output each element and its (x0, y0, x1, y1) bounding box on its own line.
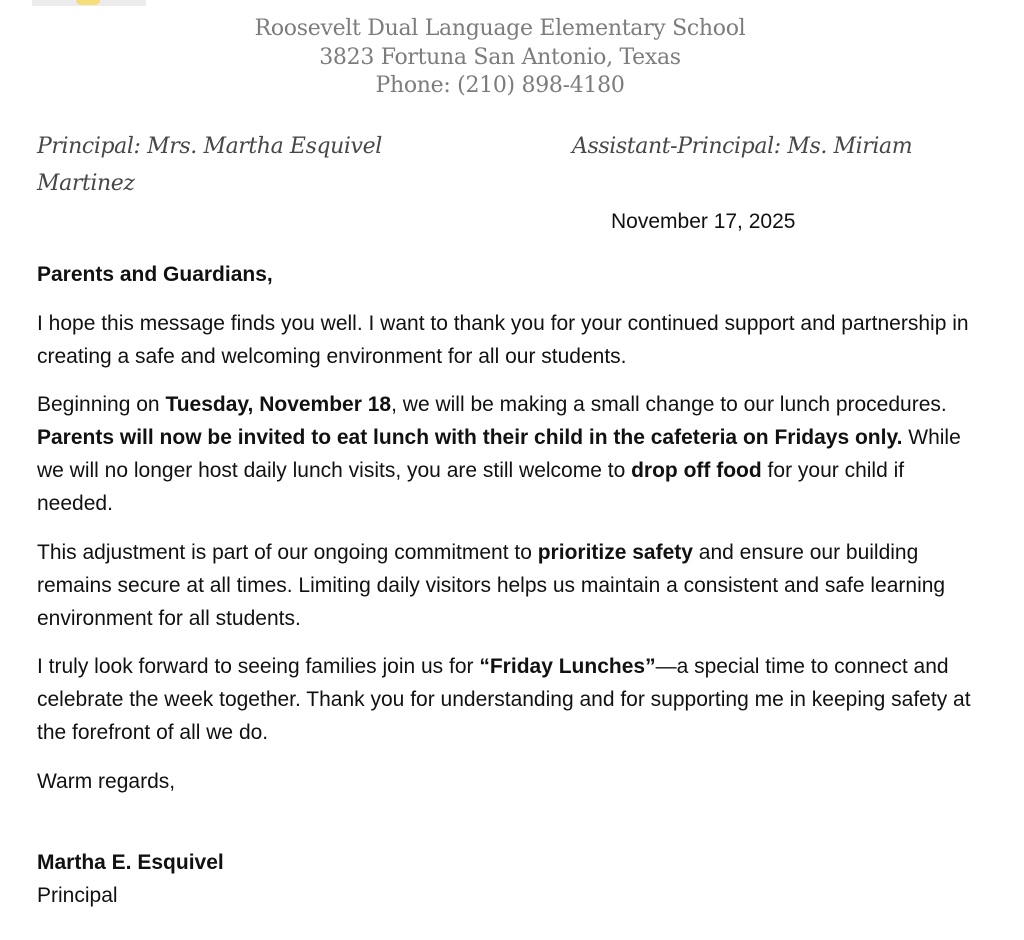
p3-text-c: and ensure our building remains secure at all times. Limiting daily visitors helps us maintain a consistent and safe learning environment for all students. (37, 540, 946, 630)
logo-emblem (76, 0, 100, 5)
school-name: Roosevelt Dual Language Elementary School (254, 16, 746, 41)
closing: Warm regards, (37, 769, 176, 793)
p2-fridays-bold: Parents will now be invited to eat lunch with their child in the cafeteria on Fridays only. (37, 426, 903, 449)
p2-text-c: , we will be making a small change to our lunch procedures. (391, 393, 947, 416)
assistant-principal-name: Assistant-Principal: Ms. Miriam (572, 134, 913, 159)
paragraph-1: I hope this message finds you well. I want to thank you for your continued support and partnership in creating a safe and welcoming environment for all our students. (37, 311, 969, 368)
p2-date-bold: Tuesday, November 18 (165, 393, 392, 416)
paragraph-4 (37, 650, 972, 749)
p2-drop-off-bold: drop off food (631, 459, 762, 482)
p4-text-a: I truly look forward to seeing families join us for (37, 655, 480, 678)
principal-name-continued: Martinez (37, 171, 135, 196)
signature-title: Principal (37, 883, 118, 907)
salutation: Parents and Guardians, (37, 263, 273, 286)
paragraph-3 (37, 536, 972, 635)
school-phone: Phone: (210) 898-4180 (375, 73, 625, 98)
p3-text-a: This adjustment is part of our ongoing commitment to (37, 540, 538, 564)
p4-friday-lunches-bold: “Friday Lunches” (479, 655, 656, 678)
p2-text-g: for your child if needed. (37, 459, 905, 515)
p3-safety-bold: prioritize safety (537, 540, 693, 564)
p4-text-c: —a special time to connect and celebrate the week together. Thank you for understanding and for supporting me in keeping safety at the forefront of all we do. (37, 655, 971, 744)
school-address: 3823 Fortuna San Antonio, Texas (319, 44, 681, 70)
principal-name: Principal: Mrs. Martha Esquivel (37, 134, 382, 159)
letter-body (37, 258, 972, 912)
letter-date: November 17, 2025 (611, 210, 796, 233)
p2-text-e: While we will no longer host daily lunch visits, you are still welcome to (37, 426, 961, 482)
letterhead (0, 15, 1000, 101)
paragraph-2 (37, 388, 972, 520)
p2-text-a: Beginning on (37, 393, 166, 416)
signature-name: Martha E. Esquivel (37, 850, 224, 874)
